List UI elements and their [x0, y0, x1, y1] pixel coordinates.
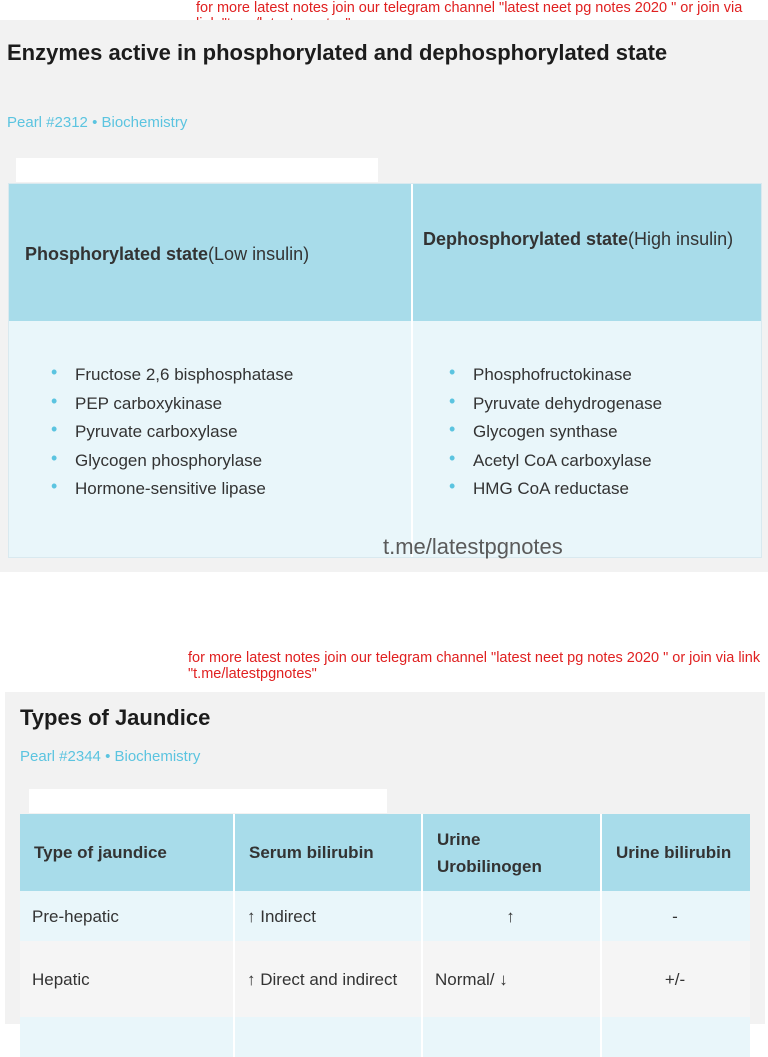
table-cell: ↑ Direct and indirect: [234, 941, 422, 1017]
table-cell: [20, 1017, 234, 1057]
table-cell: ↑: [422, 891, 601, 941]
list-item: • Pyruvate carboxylase: [51, 418, 293, 447]
dephosphorylated-enzyme-list: [449, 361, 662, 504]
table-cell: [422, 1017, 601, 1057]
table-cell: [234, 1017, 422, 1057]
page-title: Enzymes active in phosphorylated and dephosphorylated state: [7, 40, 668, 65]
table-cell: Pre-hepatic: [20, 891, 234, 941]
table-cell: -: [672, 906, 678, 926]
header-phosphorylated: [25, 239, 395, 269]
header-rest: (Low insulin): [208, 244, 310, 264]
header-rest: (High insulin): [628, 229, 734, 249]
watermark-text: t.me/latestpgnotes: [383, 534, 563, 559]
white-bar: [29, 789, 387, 813]
list-item: • Glycogen synthase: [449, 418, 662, 447]
header-bold: Dephosphorylated state: [423, 229, 629, 249]
header-bold: Phosphorylated state: [25, 244, 209, 264]
promo-text-middle: for more latest notes join our telegram channel "latest neet pg notes 2020 " or join via link "t.me/latestpgnotes": [188, 650, 761, 682]
list-item: • Acetyl CoA carboxylase: [449, 447, 662, 476]
white-bar: [16, 158, 378, 182]
pearl-tag-link[interactable]: Pearl #2344 • Biochemistry: [20, 748, 201, 765]
header-dephosphorylated: [423, 224, 753, 254]
promo-text-top: for more latest notes join our telegram channel "latest neet pg notes 2020 " or join via: [196, 0, 743, 16]
list-item: • Phosphofructokinase: [449, 361, 662, 390]
table-cell: +/-: [664, 969, 686, 989]
list-item: • Hormone-sensitive lipase: [51, 475, 293, 504]
table-cell: [601, 1017, 750, 1057]
table-cell: Normal/ ↓: [422, 941, 601, 1017]
jaundice-table: [20, 814, 750, 1057]
phosphorylated-enzyme-list: [51, 361, 293, 504]
table-cell: Hepatic: [20, 941, 234, 1017]
table-row: [20, 891, 750, 941]
header-urine-bilirubin: Urine bilirubin: [616, 843, 732, 862]
list-item: • Glycogen phosphorylase: [51, 447, 293, 476]
column-divider: [411, 184, 413, 557]
header-serum-bilirubin: Serum bilirubin: [234, 814, 422, 891]
list-item: • Fructose 2,6 bisphosphatase: [51, 361, 293, 390]
list-item: • PEP carboxykinase: [51, 390, 293, 419]
pearl-tag-link[interactable]: Pearl #2312 • Biochemistry: [7, 114, 188, 131]
section-title: Types of Jaundice: [20, 705, 211, 730]
header-type: Type of jaundice: [20, 814, 234, 891]
table-cell: ↑ Indirect: [234, 891, 422, 941]
table-row: [20, 1017, 750, 1057]
header-urine-urobilinogen: Urine Urobilinogen: [422, 814, 601, 891]
list-item: • HMG CoA reductase: [449, 475, 662, 504]
list-item: • Pyruvate dehydrogenase: [449, 390, 662, 419]
table-row: [20, 941, 750, 1017]
table-header-row: [20, 814, 750, 891]
